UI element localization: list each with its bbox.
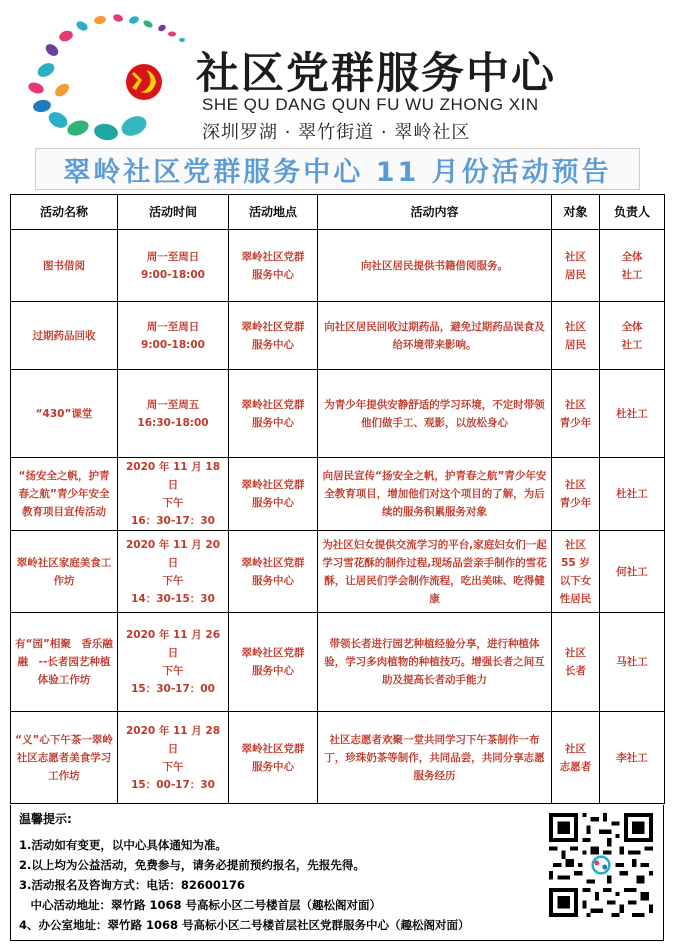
- activity-name: “扬安全之帆，护青春之航”青少年安全教育项目宣传活动: [11, 458, 118, 531]
- activity-time: 周一至周日 9:00-18:00: [118, 302, 229, 370]
- column-header: 活动内容: [318, 195, 552, 230]
- activity-name: “430”课堂: [11, 370, 118, 458]
- party-emblem-icon: [126, 64, 162, 100]
- activity-table: [10, 194, 665, 804]
- table-row: [11, 613, 665, 712]
- table-row: [11, 712, 665, 804]
- column-header: 负责人: [600, 195, 665, 230]
- activity-audience: 社区 55 岁 以下女 性居民: [552, 531, 600, 613]
- table-row: [11, 458, 665, 531]
- tips-title: 温馨提示:: [19, 812, 72, 826]
- activity-preview-banner: [35, 148, 640, 190]
- activity-name: 有“园”相聚 香乐融融 --长者园艺种植体验工作坊: [11, 613, 118, 712]
- column-header: 活动名称: [11, 195, 118, 230]
- activity-time: 2020 年 11 月 26 日 下午 15：30-17：00: [118, 613, 229, 712]
- banner-title: 翠岭社区党群服务中心 11 月份活动预告: [63, 156, 612, 188]
- activity-time: 2020 年 11 月 20 日 下午 14：30-15：30: [118, 531, 229, 613]
- activity-content: 向社区居民提供书籍借阅服务。: [318, 230, 552, 302]
- activity-owner: 全体 社工: [600, 302, 665, 370]
- activity-name: 翠岭社区家庭美食工作坊: [11, 531, 118, 613]
- activity-audience: 社区 长者: [552, 613, 600, 712]
- activity-audience: 社区 青少年: [552, 370, 600, 458]
- table-row: [11, 302, 665, 370]
- activity-owner: 李社工: [600, 712, 665, 804]
- activity-owner: 何社工: [600, 531, 665, 613]
- activity-owner: 马社工: [600, 613, 665, 712]
- activity-time: 2020 年 11 月 18 日 下午 16：30-17：30: [118, 458, 229, 531]
- activity-location: 翠岭社区党群 服务中心: [229, 712, 318, 804]
- activity-location: 翠岭社区党群 服务中心: [229, 370, 318, 458]
- brand-pinyin: SHE QU DANG QUN FU WU ZHONG XIN: [202, 95, 539, 114]
- table-row: [11, 230, 665, 302]
- activity-name: 图书借阅: [11, 230, 118, 302]
- activity-content: 向居民宣传“扬安全之帆，护青春之航”青少年安全教育项目，增加他们对这个项目的了解，为后续的服务积累服务对象: [318, 458, 552, 531]
- activity-audience: 社区 居民: [552, 230, 600, 302]
- activity-audience: 社区 青少年: [552, 458, 600, 531]
- activity-content: 为社区妇女提供交流学习的平台,家庭妇女们一起学习雪花酥的制作过程,现场品尝亲手制作的雪花酥，让居民们学会制作流程，吃出美味、吃得健康: [318, 531, 552, 613]
- tip-item: 2.以上均为公益活动，免费参与，请务必提前预约报名，先报先得。: [19, 858, 365, 872]
- tip-item: 中心活动地址：翠竹路 1068 号高标小区二号楼首层（趣松阁对面）: [19, 898, 382, 912]
- column-header: 活动地点: [229, 195, 318, 230]
- table-row: [11, 531, 665, 613]
- activity-name: 过期药品回收: [11, 302, 118, 370]
- activity-content: 带领长者进行园艺种植经验分享，进行种植体验，学习多肉植物的种植技巧。增强长者之间互助及提高长者动手能力: [318, 613, 552, 712]
- activity-owner: 全体 社工: [600, 230, 665, 302]
- activity-time: 周一至周日 9:00-18:00: [118, 230, 229, 302]
- activity-time: 周一至周五 16:30-18:00: [118, 370, 229, 458]
- activity-location: 翠岭社区党群 服务中心: [229, 613, 318, 712]
- header: [0, 0, 673, 146]
- activity-content: 为青少年提供安静舒适的学习环境，不定时带领他们做手工、观影，以放松身心: [318, 370, 552, 458]
- tip-item: 1.活动如有变更，以中心具体通知为准。: [19, 838, 227, 852]
- brand-subtitle: 深圳罗湖 · 翠竹街道 · 翠岭社区: [202, 122, 471, 143]
- activity-location: 翠岭社区党群 服务中心: [229, 302, 318, 370]
- activity-audience: 社区 居民: [552, 302, 600, 370]
- tips-box: [10, 805, 664, 941]
- activity-location: 翠岭社区党群 服务中心: [229, 458, 318, 531]
- activity-owner: 杜社工: [600, 370, 665, 458]
- activity-location: 翠岭社区党群 服务中心: [229, 230, 318, 302]
- table-row: [11, 370, 665, 458]
- activity-time: 2020 年 11 月 28 日 下午 15：00-17：30: [118, 712, 229, 804]
- table-header-row: [11, 195, 665, 230]
- activity-content: 向社区居民回收过期药品，避免过期药品误食及给环境带来影响。: [318, 302, 552, 370]
- column-header: 对象: [552, 195, 600, 230]
- brand-title: 社区党群服务中心: [196, 49, 556, 99]
- activity-location: 翠岭社区党群 服务中心: [229, 531, 318, 613]
- tip-item: 4、办公室地址：翠竹路 1068 号高标小区二号楼首层社区党群服务中心（趣松阁对面）: [19, 918, 470, 932]
- column-header: 活动时间: [118, 195, 229, 230]
- activity-owner: 杜社工: [600, 458, 665, 531]
- activity-content: 社区志愿者欢聚一堂共同学习下午茶制作一布丁，珍珠奶茶等制作，共同品尝，共同分享志愿服务经历: [318, 712, 552, 804]
- qr-code-icon: [549, 813, 653, 917]
- butterfly-ring-logo-icon: [22, 10, 192, 142]
- activity-audience: 社区 志愿者: [552, 712, 600, 804]
- activity-name: “义”心下午茶一翠岭社区志愿者美食学习工作坊: [11, 712, 118, 804]
- tip-item: 3.活动报名及咨询方式：电话：82600176: [19, 878, 245, 892]
